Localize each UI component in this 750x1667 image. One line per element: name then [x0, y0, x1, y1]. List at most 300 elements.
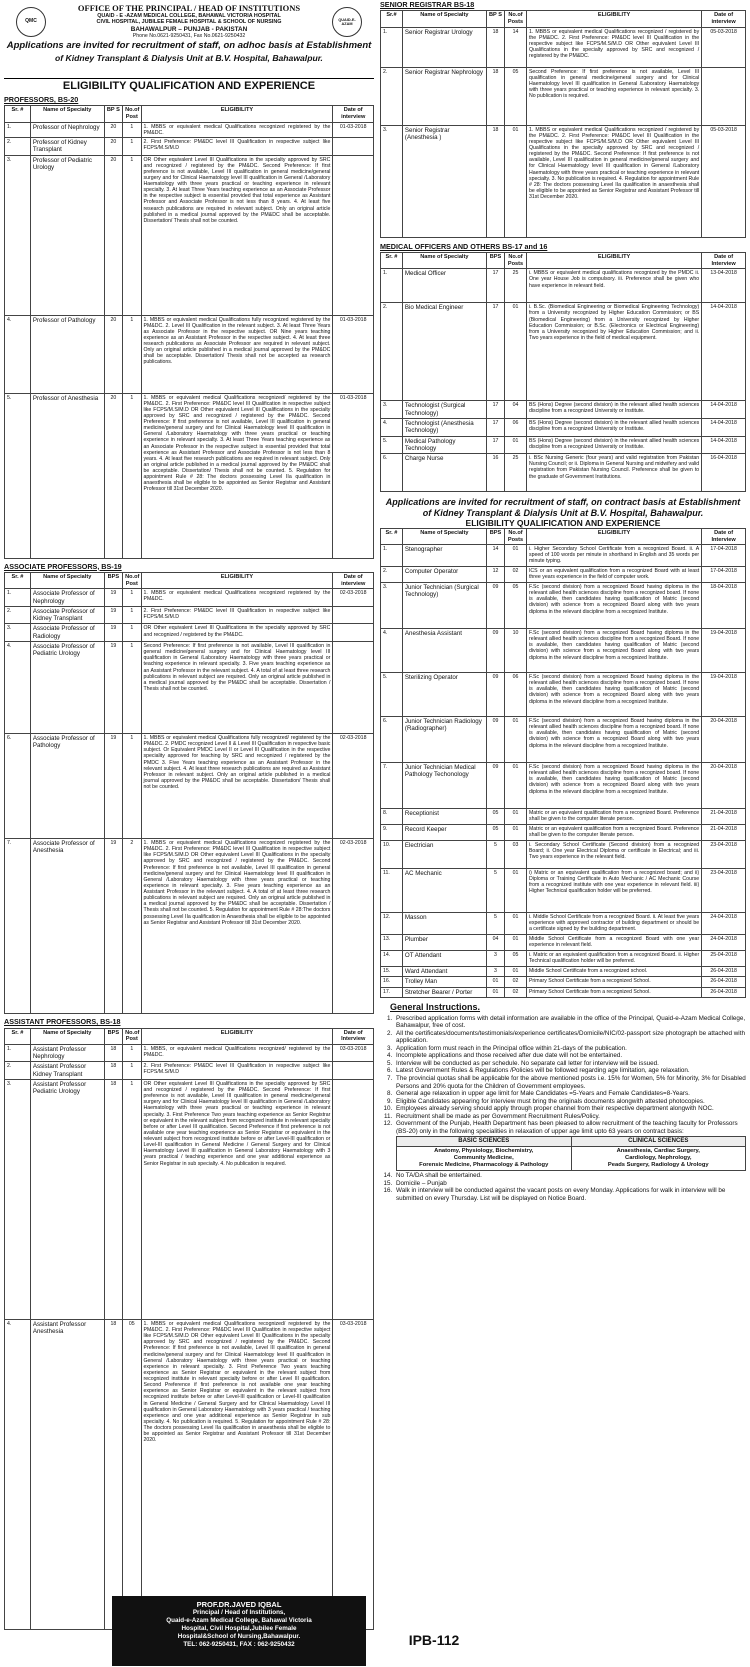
- cell-name: Associate Professor of Anesthesia: [30, 839, 104, 1014]
- cell-name: Plumber: [402, 935, 486, 951]
- cell-name: AC Mechanic: [402, 869, 486, 913]
- instruction-item: 1. Prescribed application forms with detail information are available in the office of the Principal, Quaid-e-Azam Medical College, Bahawalpur, free of cost.: [394, 1015, 746, 1030]
- cell-name: Associate Professor of Pediatric Urology: [30, 642, 104, 734]
- cell-posts: 01: [505, 303, 527, 401]
- column-header: Name of Specialty: [30, 106, 104, 122]
- column-header: ELIGIBILITY: [141, 106, 333, 122]
- contract-note-1: Applications are invited for recruitment of staff, on contract basis at Establishment: [385, 497, 741, 508]
- cell-bps: 09: [486, 763, 504, 809]
- cell-elig: Middle School Certificate from a recognized school.: [526, 967, 701, 977]
- cell-bps: 17: [486, 418, 504, 436]
- column-header: Sr.#: [381, 11, 403, 27]
- cell-elig: BS (Hons) Degree (second division) in the relevant allied health sciences discipline from a recognized University or Institute.: [526, 418, 701, 436]
- city-line: BAHAWALPUR – PUNJAB - PAKISTAN: [130, 25, 248, 33]
- intro-line-1: Applications are invited for recruitment of staff, on adhoc basis at Establishment: [6, 40, 372, 52]
- cell-sr: 3.: [5, 155, 31, 315]
- column-header: ELIGIBILITY: [141, 573, 333, 589]
- cell-posts: 25: [505, 269, 527, 303]
- cell-name: Medical Pathology Technology: [402, 436, 486, 454]
- cell-bps: 19: [104, 624, 122, 642]
- cell-sr: 1.: [381, 27, 403, 67]
- cell-bps: 3: [486, 967, 504, 977]
- table-row: [5, 1079, 374, 1319]
- column-header: Name of Specialty: [402, 253, 486, 269]
- cell-sr: 2.: [5, 1062, 31, 1080]
- cell-name: Associate Professor of Radiology: [30, 624, 104, 642]
- cell-bps: 20: [104, 393, 122, 558]
- cell-posts: 01: [505, 545, 527, 567]
- cell-posts: 1: [123, 137, 141, 155]
- cell-date: 02-03-2018: [333, 589, 374, 607]
- instruction-item: 15. Domicile – Punjab: [394, 1180, 746, 1188]
- cell-posts: 1: [123, 1079, 141, 1319]
- cell-sr: 10.: [381, 841, 403, 869]
- cell-date: 14-04-2018: [702, 418, 746, 436]
- column-header: Name of Specialty: [402, 528, 486, 544]
- cell-elig: i. B.Sc. (Biomedical Engineering or Biomedical Engineering Technology) from a University recognized by Higher Education Commission; or BS (Biomedical Engineering) from a University recognized by Higher Education Commission; or B.Sc. (Electronics or Electrical Engineering) from a University recognized by Higher Education Commission; and ii. Two years experience in the field of medical equipment.: [526, 303, 701, 401]
- speciality-cell: [571, 1147, 746, 1170]
- right-column: [380, 0, 746, 1667]
- table-row: [5, 589, 374, 607]
- speciality-line: Anaesthesia, Cardiac Surgery,: [616, 1148, 700, 1155]
- cell-bps: 12: [486, 567, 504, 583]
- signatory-address-2: Hospital, Civil Hospital,Jubilee Female: [181, 1625, 297, 1633]
- contract-note-2: of Kidney Transplant & Dialysis Unit at B.V. Hospital, Bahawalpur.: [422, 507, 704, 518]
- cell-name: Senior Registrar (Anesthesia ): [402, 125, 486, 237]
- cell-posts: 05: [505, 67, 527, 125]
- cell-name: Senior Registrar Urology: [402, 27, 486, 67]
- column-header: No.of Posts: [505, 11, 527, 27]
- table-row: [5, 137, 374, 155]
- column-header: Sr. #: [5, 573, 31, 589]
- cell-sr: 4.: [5, 642, 31, 734]
- table-row: [381, 763, 746, 809]
- cell-elig: F.Sc (second division) from a recognized Board having diploma in the relevant allied health sciences discipline from a recognized Board. If none is available, then candidates having qualification of Matric (second division) with science from a recognized Board along with two years diploma in the relevant discipline from a recognized Institute.: [526, 629, 701, 673]
- instruction-item: 10. Employees already serving should apply through proper channel from their respective department alongwith NOC.: [394, 1105, 746, 1113]
- cell-elig: 1. MBBS or equivalent medical Qualifications recognized registered by the PM&DC. 2. First Preference: PM&DC level III Qualification in respective subject like FCPS/M.S/M.D OR Other equivalent Level III Qualifications in the specialty approved by SRC and recognized / registered by the PM&DC. Second Preference: If first preference is not available, Level III qualification in general medicine/general surgery and for Clinical Haematology level III qualification in General /Laboratory Haematology with three years practical or teaching experience in relevant specialty. 3. Five years teaching experience as an Assistant Professor in the relevant subject. 4. A total of at least three research publications in relevant subject are required. Only an original article published in a medical journal approved by the PM&DC shall be acceptable. Dissertation / Thesis shall not be counted. 5. Regulation for appointment Rule # 28:The doctors possessing Level IIa qualification in Anaesthesia shall be eligible to be appointed as Senior Registrar and Assistant Professor till 31st December 2020.: [141, 839, 333, 1014]
- signatory-address-3: Hospital&School of Nursing,Bahawalpur.: [177, 1632, 301, 1640]
- cell-elig: 1. MBBS or equivalent medical Qualifications recognized/ registered by the PM&DC. 2. First Preference: PM&DC level III Qualification in respective subject like FCPS/M.S/M.D OR Other equivalent Level III Qualifications in the specialty approved by SRC and recognized / registered by the PM&DC. Second Preference: If first preference is not available, Level III qualification in general medicine/general surgery and for Clinical Haematology level III qualification in General /Laboratory Haematology with three years practical or teaching experience in relevant specialty. 3. At least Three Years teaching experience as an Associate Professor in the respective subject is essential provided that total experience as Assistant Professor and Associate Professor is not less than 8 years. 4. At least five research publications are required in relevant subject. Only an original article published in a medical journal approved by the PM&DC shall be acceptable. Dissertation/ Thesis shall not be counted. 5. Regulation for appointment Rule # 28: The doctors possessing Level IIa qualification in anaesthesia shall be eligible to be appointed as Senior Registrar and Assistant Professor till 31st December 2020.: [141, 393, 333, 558]
- cell-sr: 3.: [5, 1079, 31, 1319]
- column-header: Date of interview: [333, 106, 374, 122]
- column-header: ELIGIBILITY: [526, 11, 701, 27]
- cell-posts: 05: [123, 1319, 141, 1629]
- cell-sr: 1.: [381, 545, 403, 567]
- table-row: [381, 673, 746, 717]
- cell-date: 26-04-2018: [702, 977, 746, 987]
- left-column: [4, 0, 374, 1667]
- cell-sr: 2.: [381, 303, 403, 401]
- cell-date: [333, 137, 374, 155]
- instruction-item: 14. No TA/DA shall be entertained.: [394, 1172, 746, 1180]
- cell-elig: 1. MBBS or equivalent medical Qualifications recognized / registered by the PM&DC. 2. First Preference: PM&DC level III Qualification in the respective subject like FCPS/M.S/M.D OR Other equivalent Level III Qualifications in the specialty approved by SRC and recognized / registered by the PM&DC. Second Preference: If first preference is not available, Level III qualification in general medicine/general surgery and for Clinical Haematology level III qualification in General /Laboratory Haematology with three years practical or teaching experience in relevant specialty. 3. No publication is required. 4. Regulation for appointment Rule # 28: The doctors possessing Level IIa qualification in anaesthesia shall be eligible to be appointed as Senior Registrar and Assistant Professor till 31st December 2020.: [526, 125, 701, 237]
- cell-date: 19-04-2018: [702, 673, 746, 717]
- cell-posts: 1: [123, 642, 141, 734]
- column-header: No.of Posts: [505, 253, 527, 269]
- cell-elig: Second Preference: If first preference is not available, Level III qualification in general medicine/general surgery and for Clinical Haematology level III qualification in General /Laboratory Haematology with three years practical or teaching experience in relevant specialty. 3. Five years teaching experience as an Assistant Professor in the relevant subject. 4. A total of at least three research publications in relevant subject are required. Only an original article published in a medical journal approved by the PM&DC shall be acceptable. Dissertation / Thesis shall not be counted.: [141, 642, 333, 734]
- cell-elig: 1. MBBS or equivalent medical Qualifications fully recognized registered by the PM&DC. 2. Level III Qualification in the relevant subject. 3. At least Three Years as Associate Professor in the respective subject. OR Nine years teaching experience as an Assistant Professor in the respective subject. 4. At least three research publications as Associate Professor are required in relevant subject. Only an original article published in a medical journal approved by the PM&DC shall be acceptable. Dissertation/ Thesis shall not be accepted as research publications.: [141, 315, 333, 393]
- cell-date: [333, 606, 374, 624]
- cell-posts: 1: [123, 315, 141, 393]
- cell-sr: 3.: [381, 401, 403, 419]
- cell-sr: 1.: [5, 589, 31, 607]
- column-header: Date of Interview: [333, 1028, 374, 1044]
- ipb-number: IPB-112: [408, 1632, 460, 1648]
- cell-name: Professor of Nephrology: [30, 122, 104, 137]
- cell-sr: 2.: [5, 606, 31, 624]
- cell-elig: Matric or an equivalent qualification from a recognized Board. Preference shall be given to the computer literate person.: [526, 825, 701, 841]
- column-header: BPS: [104, 1028, 122, 1044]
- cell-posts: 1: [123, 1044, 141, 1062]
- cell-name: Professor of Anesthesia: [30, 393, 104, 558]
- column-header: BP S: [486, 11, 504, 27]
- cell-posts: 1: [123, 606, 141, 624]
- instruction-item: 4. Incomplete applications and those received after due date will not be entertained.: [394, 1052, 746, 1060]
- cell-elig: i. Secondary School Certificate (Second division) from a recognized Board; ii. One year Electrical Diploma or certificate in Electrical; and iii. Two years experience in the relevant field.: [526, 841, 701, 869]
- cell-date: 23-04-2018: [702, 869, 746, 913]
- cell-date: 02-03-2018: [333, 734, 374, 839]
- cell-date: 03-03-2018: [333, 1044, 374, 1062]
- cell-date: 17-04-2018: [702, 567, 746, 583]
- instruction-item: 11. Recruitment shall be made as per Government Recruitment Rules/Policy.: [394, 1113, 746, 1121]
- cell-elig: 1. MBBS or equivalent medical Qualifications recognized registered by the PM&DC.: [141, 122, 333, 137]
- medical-officers-table: [380, 252, 746, 492]
- table-row: [5, 1319, 374, 1629]
- cell-sr: 5.: [381, 436, 403, 454]
- cell-elig: i. Matric or an equivalent qualification from a recognized Board. ii. Higher Technical qualification holder will be preferred.: [526, 951, 701, 967]
- cell-name: Ward Attendant: [402, 967, 486, 977]
- cell-sr: 3.: [381, 583, 403, 629]
- cell-bps: 5: [486, 869, 504, 913]
- cell-date: 01-03-2018: [333, 122, 374, 137]
- cell-name: Computer Operator: [402, 567, 486, 583]
- office-title: OFFICE OF THE PRINCIPAL / HEAD OF INSTITUTIONS: [77, 3, 301, 13]
- cell-posts: 02: [505, 567, 527, 583]
- cell-sr: 1.: [5, 122, 31, 137]
- cell-bps: 09: [486, 583, 504, 629]
- cell-elig: OR Other equivalent Level III Qualifications in the specialty approved by SRC and recognized / registered by the PM&DC.: [141, 624, 333, 642]
- cell-posts: 02: [505, 987, 527, 997]
- column-header: Date of interview: [333, 573, 374, 589]
- cell-bps: 20: [104, 315, 122, 393]
- cell-sr: 5.: [5, 393, 31, 558]
- cell-name: Trolley Man: [402, 977, 486, 987]
- cell-bps: 5: [486, 913, 504, 935]
- cell-date: 26-04-2018: [702, 967, 746, 977]
- cell-date: 01-03-2018: [333, 393, 374, 558]
- cell-sr: 6.: [5, 734, 31, 839]
- professors-heading: PROFESSORS, BS-20: [4, 94, 79, 104]
- cell-elig: 1. MBBS or equivalent medical Qualifications fully recognized/ registered by the PM&DC. 2. PMDC recognized Level II & Level III Qualification in respective basic subject. Or Equivalent PMDC Level II or Level III Qualification in the respective speciality approved for teaching by SRC and recognized / registered by the PMDC 3. Five Years teaching experience as an Assistant Professor in the relevant subject. 4. At least three research publications are required as Assistant Professor in relevant subject. Only an original article published in a medical journal approved by the PM&DC shall be acceptable. Dissertation/ Thesis shall not be counted.: [141, 734, 333, 839]
- instruction-item: 12. Government of the Punjab, Health Department has been pleased to allow recruitment of the teaching faculty for Professors (BS-20) only in the following specialities in relaxation of upper age limit upto 63 years on contract basis:: [394, 1120, 746, 1135]
- cell-bps: 5: [486, 841, 504, 869]
- cell-elig: i. Higher Secondary School Certificate from a recognized Board. ii. A speed of 100 words per minute in shorthand in English and 35 words per minute typing.: [526, 545, 701, 567]
- column-header: Sr. #: [5, 106, 31, 122]
- cell-elig: 1. MBBS, or equivalent medical Qualifications recognized/ registered by the PM&DC.: [141, 1044, 333, 1062]
- cell-elig: Primary School Certificate from a recognized School.: [526, 987, 701, 997]
- cell-bps: 19: [104, 589, 122, 607]
- contract-subtitle: ELIGIBILITY QUALIFICATION AND EXPERIENCE: [465, 517, 661, 528]
- speciality-table: [396, 1136, 746, 1171]
- cell-bps: 3: [486, 951, 504, 967]
- cell-date: 14-04-2018: [702, 436, 746, 454]
- cell-sr: 14.: [381, 951, 403, 967]
- cell-date: [333, 1079, 374, 1319]
- table-row: [5, 606, 374, 624]
- table-row: [381, 125, 746, 237]
- cell-posts: 04: [505, 401, 527, 419]
- cell-bps: 09: [486, 673, 504, 717]
- cell-posts: 02: [505, 977, 527, 987]
- cell-elig: 2. First Preference: PM&DC level III Qualification in respective subject like FCPS/M.S/M.D: [141, 606, 333, 624]
- table-row: [381, 545, 746, 567]
- cell-elig: Primary School Certificate from a recognized School.: [526, 977, 701, 987]
- cell-elig: OR Other equivalent Level III Qualifications in the specialty approved by SRC and recognized / registered by the PM&DC. Second Preference: If first preference is not available, Level III qualification in general medicine/general surgery and for Clinical Haematology level III qualification in General /Laboratory Haematology with three years practical or teaching experience in relevant specialty. 3. First Preference Two years teaching experience as Senior Registrar or equivalent in the relevant subject from recognized institute in relevant specialty before or after Level III qualification. Second Preference if first preference is not available one year teaching experience as Senior Registrar or equivalent in the relevant subject from recognized institute before or after Level-III qualification or Level-III qualification in General Medicine / General Surgery and for Clinical Haematology Level III qualification in General Laboratory Haematology with 3 years practical / teaching experience and one year additional experience as Senior Registrar in sub specialty. 4. No publication is required.: [141, 1079, 333, 1319]
- cell-name: Electrician: [402, 841, 486, 869]
- institution-line-2: CIVIL HOSPITAL, JUBILEE FEMALE HOSPITAL & SCHOOL OF NURSING: [96, 19, 282, 26]
- cell-date: 21-04-2018: [702, 825, 746, 841]
- cell-elig: 2. First Preference: PM&DC level III Qualification in respective subject like FCPS/M.S/M.D: [141, 137, 333, 155]
- cell-posts: 05: [505, 951, 527, 967]
- cell-posts: 1: [123, 589, 141, 607]
- cell-date: 17-04-2018: [702, 545, 746, 567]
- cell-posts: 10: [505, 629, 527, 673]
- cell-sr: 7.: [5, 839, 31, 1014]
- assistant-table: [4, 1028, 374, 1630]
- table-row: [381, 913, 746, 935]
- column-header: BPS: [104, 573, 122, 589]
- table-row: [381, 717, 746, 763]
- cell-posts: 01: [505, 967, 527, 977]
- cell-sr: 11.: [381, 869, 403, 913]
- cell-name: Associate Professor of Pathology: [30, 734, 104, 839]
- cell-bps: 18: [104, 1319, 122, 1629]
- cell-date: 24-04-2018: [702, 935, 746, 951]
- cell-posts: 06: [505, 418, 527, 436]
- cell-date: 03-03-2018: [333, 1319, 374, 1629]
- cell-posts: 01: [505, 935, 527, 951]
- cell-bps: 01: [486, 987, 504, 997]
- signatory-name: PROF.DR.JAVED IQBAL: [196, 1600, 282, 1609]
- table-row: [381, 841, 746, 869]
- cell-posts: 06: [505, 673, 527, 717]
- cell-date: 05-03-2018: [702, 125, 746, 237]
- cell-sr: 1.: [381, 269, 403, 303]
- table-row: [381, 935, 746, 951]
- cell-date: 20-04-2018: [702, 717, 746, 763]
- cell-posts: 01: [505, 809, 527, 825]
- table-row: [381, 303, 746, 401]
- cell-sr: 4.: [381, 418, 403, 436]
- cell-name: Senior Registrar Nephrology: [402, 67, 486, 125]
- column-header: Name of Specialty: [402, 11, 486, 27]
- associate-heading: ASSOCIATE PROFESSORS, BS-19: [4, 561, 122, 571]
- professors-table: [4, 105, 374, 558]
- cell-sr: 4.: [5, 315, 31, 393]
- cell-date: 13-04-2018: [702, 269, 746, 303]
- cell-name: Anesthesia Assistant: [402, 629, 486, 673]
- column-header: No.of Post: [123, 106, 141, 122]
- intro-line-2: of Kidney Transplant & Dialysis Unit at B.V. Hospital, Bahawalpur.: [55, 53, 323, 64]
- table-row: [381, 583, 746, 629]
- cell-posts: 03: [505, 841, 527, 869]
- contract-table: [380, 528, 746, 998]
- cell-bps: 17: [486, 269, 504, 303]
- table-row: [381, 825, 746, 841]
- cell-date: 14-04-2018: [702, 303, 746, 401]
- column-header: BP S: [104, 106, 122, 122]
- cell-date: 18-04-2018: [702, 583, 746, 629]
- cell-bps: 04: [486, 935, 504, 951]
- column-header: Date of interview: [702, 11, 746, 27]
- cell-elig: F.Sc (second division) from a recognized Board having diploma in the relevant allied health sciences discipline from a recognized board. If none is available, then candidates having qualification of Matric (second division) with science from a recognized Board along with two years diploma in the relevant discipline from a recognized Institute.: [526, 717, 701, 763]
- cell-elig: 2. First Preference: PM&DC level III Qualification in respective subject like FCPS/M.S/M.D: [141, 1062, 333, 1080]
- table-row: [381, 977, 746, 987]
- table-row: [381, 401, 746, 419]
- cell-date: [333, 624, 374, 642]
- cell-elig: OR Other equivalent Level III Qualifications in the specialty approved by SRC and recognized / registered by the PM&DC. Second Preference: If first preference is not available, Level III qualification in general medicine/general surgery and for Clinical Haematology level III qualification in General /Laboratory Haematology with three years practical or teaching experience in relevant specialty. 3. At least Three Years teaching experience as an Associate Professor in the respective subject is essential provided that total experience as Assistant Professor and Associate Professor is not less than 8 years. 4. At least five research publications are required in relevant subject. Only an original article published in a medical journal approved by the PM&DC shall be acceptable. Dissertation/ Thesis shall not be counted.: [141, 155, 333, 315]
- cell-name: Stretcher Bearer / Porter: [402, 987, 486, 997]
- senior-registrar-heading: SENIOR REGISTRAR BS-18: [380, 0, 475, 9]
- cell-elig: F.Sc (second division) from a recognized Board having diploma in the relevant allied health sciences discipline from a recognized board. If none is available, then candidates having qualification of Matric (second division) with science from a recognized Board along with two years diploma in the relevant discipline from a recognized Institute.: [526, 763, 701, 809]
- cell-sr: 4.: [5, 1319, 31, 1629]
- column-header: No.of Post: [123, 573, 141, 589]
- table-row: [5, 155, 374, 315]
- speciality-line: Anatomy, Physiology, Biochemistry,: [434, 1148, 534, 1155]
- cell-sr: 8.: [381, 809, 403, 825]
- cell-sr: 4.: [381, 629, 403, 673]
- cell-bps: 05: [486, 809, 504, 825]
- table-row: [381, 454, 746, 492]
- cell-elig: F.Sc (second division) from a recognized Board having diploma in the relevant allied health sciences discipline from a recognized board. If none is available, then candidates having qualification of Matric (second division) with science from a recognized Board along with two years diploma in the relevant discipline from a recognized Institute.: [526, 673, 701, 717]
- cell-name: Technologist (Anesthesia Technology): [402, 418, 486, 436]
- signatory-address-1: Quaid-e-Azam Medical College, Bahawal Victoria: [166, 1617, 312, 1625]
- table-row: [381, 967, 746, 977]
- column-header: Sr. #: [5, 1028, 31, 1044]
- cell-elig: BS (Hons) Degree (second division) in the relevant allied health sciences discipline from a recognized University or Institute.: [526, 436, 701, 454]
- column-header: Sr. #: [381, 528, 403, 544]
- cell-bps: 19: [104, 642, 122, 734]
- table-row: [381, 629, 746, 673]
- cell-bps: 17: [486, 401, 504, 419]
- cell-sr: 7.: [381, 763, 403, 809]
- cell-name: Assistant Professor Pediatric Urology: [30, 1079, 104, 1319]
- cell-name: Associate Professor of Kidney Transplant: [30, 606, 104, 624]
- cell-elig: Second Preference: If first preference is not available, Level III qualification in general medicine/general surgery and for Clinical Haematology level III qualification in General /Laboratory Haematology with three years practical or teaching experience in relevant specialty. 3. No publication is required.: [526, 67, 701, 125]
- cell-posts: 25: [505, 454, 527, 492]
- cell-sr: 1.: [5, 1044, 31, 1062]
- column-header: BPS: [486, 528, 504, 544]
- instruction-item: 16. Walk in interview will be conducted against the vacant posts on every Monday. Applications for walk in interview will be submitted on every Thursday. List will be displayed on Notice Board.: [394, 1187, 746, 1202]
- cell-posts: 01: [505, 913, 527, 935]
- column-header: BPS: [486, 253, 504, 269]
- cell-name: Technologist (Surgical Technology): [402, 401, 486, 419]
- cell-sr: 6.: [381, 454, 403, 492]
- cell-name: Professor of Pediatric Urology: [30, 155, 104, 315]
- cell-posts: 1: [123, 1062, 141, 1080]
- table-row: [5, 1062, 374, 1080]
- cell-date: 14-04-2018: [702, 401, 746, 419]
- cell-bps: 17: [486, 436, 504, 454]
- phone-line: Phone No.0621-9250431, Fax No.0621-9250432: [132, 33, 246, 40]
- cell-sr: 12.: [381, 913, 403, 935]
- cell-posts: 01: [505, 125, 527, 237]
- table-row: [5, 393, 374, 558]
- cell-elig: BS (Hons) Degree (second division) in the relevant allied health sciences discipline from a recognized University or Institute.: [526, 401, 701, 419]
- column-header: Date of Interview: [702, 253, 746, 269]
- cell-posts: 1: [123, 393, 141, 558]
- cell-bps: 14: [486, 545, 504, 567]
- speciality-line: Cardiology, Nephrology,: [625, 1155, 692, 1162]
- associate-table: [4, 572, 374, 1014]
- signature-block: [112, 1596, 366, 1666]
- instructions-list: [394, 1015, 746, 1203]
- cell-date: 23-04-2018: [702, 841, 746, 869]
- table-row: [381, 269, 746, 303]
- cell-sr: 2.: [381, 67, 403, 125]
- cell-posts: 14: [505, 27, 527, 67]
- cell-bps: 19: [104, 606, 122, 624]
- column-header: ELIGIBILITY: [526, 528, 701, 544]
- instruction-item: 7. The provincial quotas shall be applicable for the above mentioned posts i.e. 15% for Women, 5% for Minority, 3% for Disabled Persons and 20% quota for the Children of Government employees.: [394, 1075, 746, 1090]
- table-row: [381, 418, 746, 436]
- cell-name: Junior Technician Radiology (Radiographer): [402, 717, 486, 763]
- table-row: [381, 567, 746, 583]
- cell-date: 21-04-2018: [702, 809, 746, 825]
- cell-posts: 1: [123, 624, 141, 642]
- cell-sr: 17.: [381, 987, 403, 997]
- instruction-item: 3. Application form must reach in the Principal office within 21-days of the publication.: [394, 1045, 746, 1053]
- cell-date: 26-04-2018: [702, 987, 746, 997]
- cell-sr: 6.: [381, 717, 403, 763]
- speciality-header: CLINICAL SCIENCES: [571, 1137, 746, 1147]
- instruction-item: 8. General age relaxation in upper age limit for Male Candidates =5-Years and Female Candidates=8-Years.: [394, 1090, 746, 1098]
- table-row: [381, 951, 746, 967]
- speciality-line: Community Medicine,: [453, 1155, 514, 1162]
- cell-name: Junior Technician Medical Pathology Techonology: [402, 763, 486, 809]
- cell-sr: 15.: [381, 967, 403, 977]
- letterhead: [4, 3, 374, 79]
- cell-sr: 2.: [5, 137, 31, 155]
- table-row: [5, 839, 374, 1014]
- cell-date: 16-04-2018: [702, 454, 746, 492]
- signatory-title: Principal / Head of Institutions,: [192, 1609, 286, 1617]
- speciality-cell: [397, 1147, 572, 1170]
- senior-registrar-table: [380, 10, 746, 237]
- cell-date: [333, 155, 374, 315]
- cell-elig: ICS or an equivalent qualification from a recognized Board with at least three years experience in the field of computer work.: [526, 567, 701, 583]
- table-row: [381, 436, 746, 454]
- cell-elig: Middle School Certificate from a recognized Board with one year experience in relevant field.: [526, 935, 701, 951]
- cell-date: 05-03-2018: [702, 27, 746, 67]
- cell-date: 20-04-2018: [702, 763, 746, 809]
- cell-sr: 5.: [381, 673, 403, 717]
- cell-date: [333, 642, 374, 734]
- table-row: [381, 987, 746, 997]
- cell-bps: 20: [104, 155, 122, 315]
- cell-date: 01-03-2018: [333, 315, 374, 393]
- cell-posts: 01: [505, 869, 527, 913]
- cell-name: OT Attendant: [402, 951, 486, 967]
- cell-sr: 9.: [381, 825, 403, 841]
- cell-bps: 18: [104, 1079, 122, 1319]
- cell-name: Bio Medical Engineer: [402, 303, 486, 401]
- cell-elig: 1. MBBS or equivalent medical Qualifications recognized/ registered by the PM&DC. 2. First Preference: PM&DC level III Qualification in respective subject like FCPS/M.S/M.D OR Other equivalent Level III Qualifications in the specialty approved by SRC and recognized / registered by the PM&DC. Second Preference: If first preference is not available, Level III qualification in general medicine/general surgery and for Clinical Haematology level III qualification in General /Laboratory Haematology with three years practical or teaching experience in relevant specialty. 3. First Preference Two years teaching experience as Senior Registrar or equivalent in the relevant subject from recognized institute in relevant specialty before or after Level III qualification. Second Preference if first preference is not available one year teaching experience as Senior Registrar or equivalent in the relevant subject from recognized institute before or after Level-III qualification or Level-III qualification in General Medicine / General Surgery and for Clinical Haematology Level III qualification in General Laboratory Haematology with 3 years practical / teaching experience and one year additional experience as Senior Registrar in sub specialty. 4. No publication is required. 5. Regulation for appointment Rule # 28: The doctors possessing Level IIa qualification in anaesthesia shall be eligible to be appointed as Senior Registrar and Assistant Professor till 31st December 2020.: [141, 1319, 333, 1629]
- column-header: Name of Specialty: [30, 573, 104, 589]
- cell-posts: 1: [123, 155, 141, 315]
- cell-bps: 18: [104, 1044, 122, 1062]
- cell-name: Masson: [402, 913, 486, 935]
